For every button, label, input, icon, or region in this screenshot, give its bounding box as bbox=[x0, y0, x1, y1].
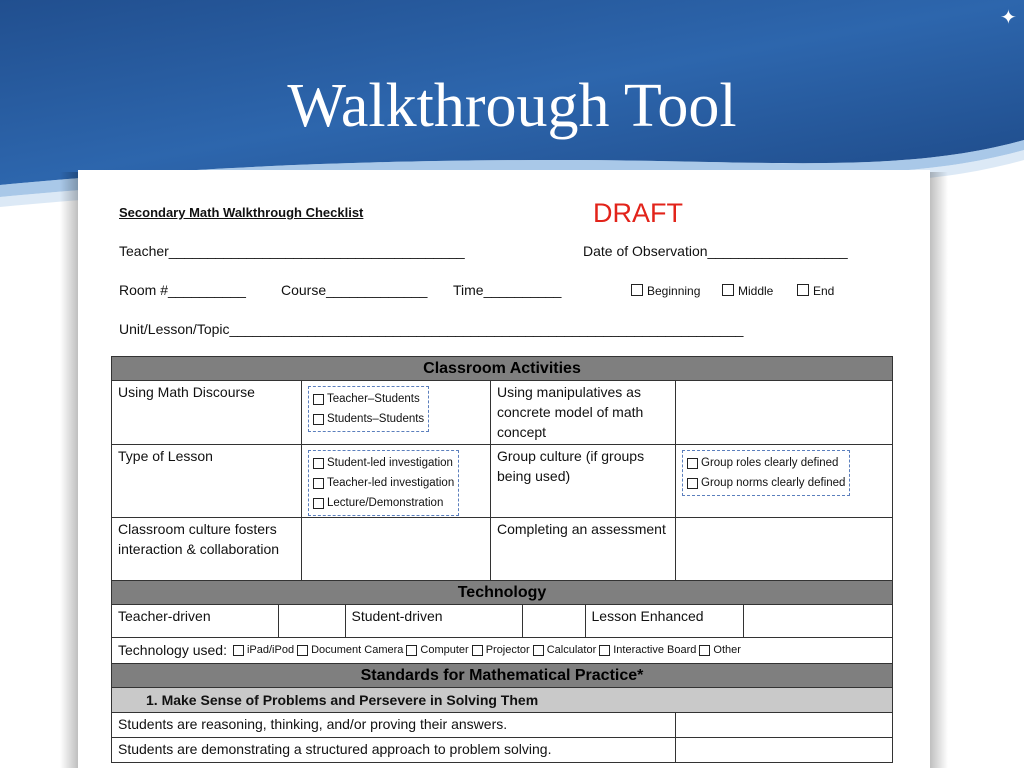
checkbox[interactable] bbox=[533, 645, 544, 656]
teacher-field[interactable]: Teacher______________________________________ bbox=[119, 243, 465, 259]
manipulatives-cell[interactable] bbox=[676, 381, 893, 445]
document-shadow-left bbox=[60, 172, 78, 768]
time-field[interactable]: Time__________ bbox=[453, 282, 562, 298]
lesson-enhanced-cell[interactable] bbox=[743, 605, 892, 637]
type-of-lesson-label: Type of Lesson bbox=[112, 445, 302, 518]
teacher-driven-label: Teacher-driven bbox=[112, 605, 278, 637]
technology-used-label: Technology used: bbox=[118, 642, 227, 658]
lecture-option[interactable]: Lecture/Demonstration bbox=[313, 493, 454, 513]
beginning-label: Beginning bbox=[647, 284, 701, 298]
end-label: End bbox=[813, 284, 835, 298]
assessment-cell[interactable] bbox=[676, 518, 893, 581]
slide-title: Walkthrough Tool bbox=[287, 72, 737, 140]
lesson-enhanced-label: Lesson Enhanced bbox=[585, 605, 743, 637]
beginning-checkbox[interactable] bbox=[631, 284, 643, 296]
type-of-lesson-options bbox=[302, 445, 491, 518]
document-heading: Secondary Math Walkthrough Checklist bbox=[119, 205, 364, 220]
classroom-activities-header: Classroom Activities bbox=[112, 357, 893, 381]
date-field[interactable]: Date of Observation__________________ bbox=[583, 243, 848, 259]
unit-lesson-topic-field[interactable]: Unit/Lesson/Topic__________________________________________________________________ bbox=[119, 321, 744, 337]
classroom-culture-label: Classroom culture fosters interaction & collaboration bbox=[112, 518, 302, 581]
end-checkbox[interactable] bbox=[797, 284, 809, 296]
group-culture-label: Group culture (if groups being used) bbox=[491, 445, 676, 518]
students-students-option[interactable]: Students–Students bbox=[313, 409, 424, 429]
checkbox[interactable] bbox=[313, 414, 324, 425]
group-norms-option[interactable]: Group norms clearly defined bbox=[687, 473, 845, 493]
teacher-led-option[interactable]: Teacher-led investigation bbox=[313, 473, 454, 493]
statement-reasoning: Students are reasoning, thinking, and/or proving their answers. bbox=[112, 713, 676, 738]
classroom-culture-cell[interactable] bbox=[302, 518, 491, 581]
checkbox[interactable] bbox=[313, 478, 324, 489]
interactive-board-option[interactable]: Interactive Board bbox=[599, 640, 696, 660]
checkbox[interactable] bbox=[599, 645, 610, 656]
checkbox[interactable] bbox=[406, 645, 417, 656]
standards-header: Standards for Mathematical Practice* bbox=[112, 664, 893, 688]
draft-label: DRAFT bbox=[593, 198, 683, 228]
checkbox[interactable] bbox=[687, 478, 698, 489]
assessment-label: Completing an assessment bbox=[491, 518, 676, 581]
teacher-driven-cell[interactable] bbox=[278, 605, 345, 637]
checklist-document bbox=[78, 170, 930, 768]
practice-1-header: 1. Make Sense of Problems and Persevere in Solving Them bbox=[112, 688, 893, 713]
student-driven-cell[interactable] bbox=[522, 605, 585, 637]
room-field[interactable]: Room #__________ bbox=[119, 282, 246, 298]
group-culture-options bbox=[676, 445, 893, 518]
math-discourse-options bbox=[302, 381, 491, 445]
student-led-option[interactable]: Student-led investigation bbox=[313, 453, 454, 473]
other-option[interactable]: Other bbox=[699, 640, 741, 660]
ipad-option[interactable]: iPad/iPod bbox=[233, 640, 294, 660]
checkbox[interactable] bbox=[472, 645, 483, 656]
course-field[interactable]: Course_____________ bbox=[281, 282, 428, 298]
star-icon: ✦ bbox=[1000, 7, 1017, 29]
checkbox[interactable] bbox=[233, 645, 244, 656]
computer-option[interactable]: Computer bbox=[406, 640, 468, 660]
group-roles-option[interactable]: Group roles clearly defined bbox=[687, 453, 845, 473]
statement-structured-approach-cell[interactable] bbox=[676, 738, 893, 763]
student-driven-label: Student-driven bbox=[345, 605, 522, 637]
technology-header: Technology bbox=[112, 581, 893, 605]
technology-modes-row bbox=[112, 605, 893, 638]
calculator-option[interactable]: Calculator bbox=[533, 640, 597, 660]
checkbox[interactable] bbox=[313, 498, 324, 509]
statement-reasoning-cell[interactable] bbox=[676, 713, 893, 738]
middle-checkbox[interactable] bbox=[722, 284, 734, 296]
checkbox[interactable] bbox=[297, 645, 308, 656]
math-discourse-label: Using Math Discourse bbox=[112, 381, 302, 445]
checkbox[interactable] bbox=[313, 394, 324, 405]
walkthrough-table bbox=[111, 356, 893, 763]
checkbox[interactable] bbox=[313, 458, 324, 469]
technology-modes bbox=[112, 605, 892, 637]
document-shadow-right bbox=[930, 172, 948, 768]
technology-used-row bbox=[112, 638, 893, 664]
statement-structured-approach: Students are demonstrating a structured approach to problem solving. bbox=[112, 738, 676, 763]
middle-label: Middle bbox=[738, 284, 774, 298]
manipulatives-label: Using manipulatives as concrete model of math concept bbox=[491, 381, 676, 445]
teacher-students-option[interactable]: Teacher–Students bbox=[313, 389, 424, 409]
projector-option[interactable]: Projector bbox=[472, 640, 530, 660]
checkbox[interactable] bbox=[687, 458, 698, 469]
checkbox[interactable] bbox=[699, 645, 710, 656]
document-camera-option[interactable]: Document Camera bbox=[297, 640, 403, 660]
